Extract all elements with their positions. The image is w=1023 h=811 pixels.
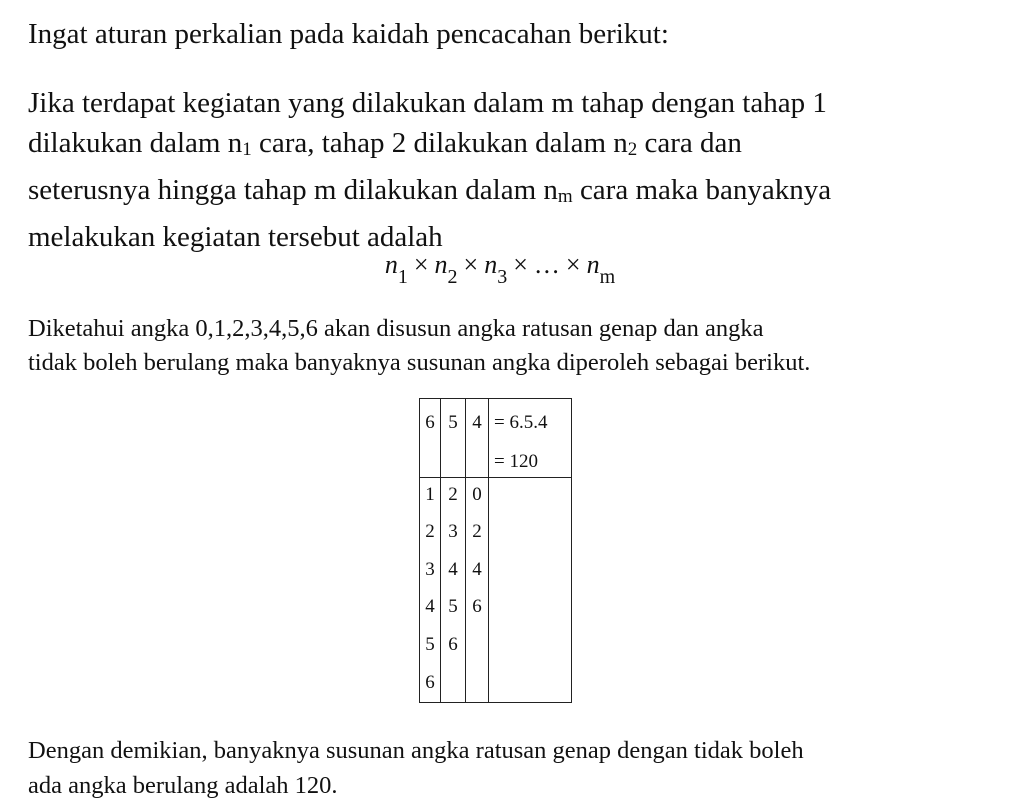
rule-line-4: melakukan kegiatan tersebut adalah xyxy=(28,221,443,253)
table-digit-cell: 2 xyxy=(472,521,482,542)
table-digit-cell: 2 xyxy=(448,484,458,505)
problem-text: Diketahui angka 0,1,2,3,4,5,6 akan disusun angka ratusan genap dan angka tidak boleh berulang maka banyaknya susunan angka diperoleh sebagai berikut. xyxy=(28,315,811,376)
result-total: = 120 xyxy=(494,451,538,472)
rule-line-3: seterusnya hingga tahap m dilakukan dalam nm cara maka banyaknya xyxy=(28,174,832,207)
multiplication-rule-text xyxy=(28,83,988,257)
rule-line-2: dilakukan dalam n1 cara, tahap 2 dilakukan dalam n2 cara dan xyxy=(28,127,742,160)
table-digit-cell: 4 xyxy=(448,559,458,580)
times-sign: × xyxy=(463,250,479,279)
ellipsis: … xyxy=(533,250,560,279)
times-sign: × xyxy=(413,250,429,279)
table-digit-cell: 5 xyxy=(425,634,435,655)
table-digit-cell: 6 xyxy=(448,634,458,655)
formula-subscript: 3 xyxy=(497,266,508,288)
table-digit-cell: 6 xyxy=(425,672,435,693)
result-calculation: = 6.5.4 xyxy=(494,412,548,433)
table-digit-cell: 5 xyxy=(448,596,458,617)
rule-line-1: Jika terdapat kegiatan yang dilakukan dalam m tahap dengan tahap 1 xyxy=(28,87,827,119)
formula-variable: n xyxy=(384,250,398,279)
table-digit-cell: 3 xyxy=(425,559,435,580)
table-digit-cell: 4 xyxy=(425,596,435,617)
formula-subscript: 1 xyxy=(397,266,408,288)
table-divider xyxy=(440,399,441,702)
table-digit-cell: 3 xyxy=(448,521,458,542)
intro-text: Ingat aturan perkalian pada kaidah pencacahan berikut: xyxy=(28,18,669,50)
subscript-2: 2 xyxy=(627,139,638,160)
table-header-cell: 6 xyxy=(425,412,435,433)
formula-subscript: m xyxy=(599,266,616,288)
formula-variable: n xyxy=(434,250,448,279)
subscript-1: 1 xyxy=(242,139,252,160)
times-sign: × xyxy=(513,250,528,279)
counting-table xyxy=(419,398,572,703)
table-digit-cell: 1 xyxy=(425,484,435,505)
table-header-cell: 5 xyxy=(448,412,458,433)
conclusion-text: Dengan demikian, banyaknya susunan angka ratusan genap dengan tidak boleh ada angka berulang adalah 120. xyxy=(28,737,804,799)
table-digit-cell: 2 xyxy=(425,521,435,542)
subscript-m: m xyxy=(557,186,573,207)
product-formula xyxy=(0,245,1000,297)
times-sign: × xyxy=(565,250,581,279)
formula-variable: n xyxy=(586,250,600,279)
table-divider xyxy=(465,399,466,702)
formula-variable: n xyxy=(484,250,498,279)
table-divider xyxy=(488,399,489,702)
table-digit-cell: 4 xyxy=(472,559,482,580)
table-digit-cell: 0 xyxy=(472,484,482,505)
table-divider xyxy=(420,477,571,478)
table-header-cell: 4 xyxy=(472,412,482,433)
formula-subscript: 2 xyxy=(447,266,458,288)
table-digit-cell: 6 xyxy=(472,596,482,617)
